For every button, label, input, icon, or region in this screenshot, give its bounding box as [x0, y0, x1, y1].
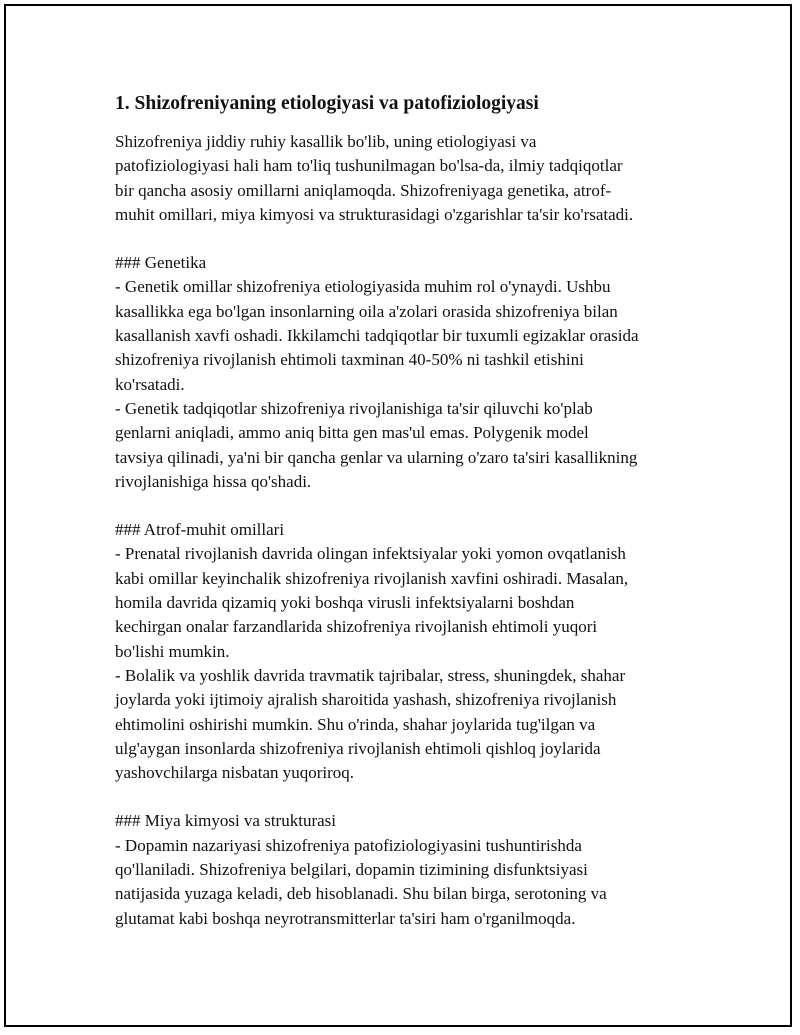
section-genetika — [115, 251, 695, 494]
section-miya-kimyosi — [115, 809, 695, 930]
paragraph-gap — [115, 785, 695, 809]
bullet-miya-kimyosi-1: - Dopamin nazariyasi shizofreniya patofiziologiyasini tushuntirishda qo'llaniladi. Shizofreniya belgilari, dopamin tizimining disfunktsiyasi natijasida yuzaga keladi, deb hisoblanadi. Shu bilan birga, serotoning va glutamat kabi boshqa neyrotransmitterlar ta'siri ham o'rganilmoqda. — [115, 835, 607, 928]
subsection-title-genetika: ### Genetika — [115, 253, 207, 273]
subsection-title-miya-kimyosi: ### Miya kimyosi va strukturasi — [115, 811, 336, 831]
bullet-genetika-2: - Genetik tadqiqotlar shizofreniya rivojlanishiga ta'sir qiluvchi ko'plab genlarni aniqladi, ammo aniq bitta gen mas'ul emas. Polygenik model tavsiya qilinadi, ya'ni bir qancha genlar va ularning o'zaro ta'siri kasallikning rivojlanishiga hissa qo'shadi. — [115, 398, 638, 491]
bullet-atrof-muhit-2: - Bolalik va yoshlik davrida travmatik tajribalar, stress, shuningdek, shahar joylarda yoki ijtimoiy ajralish sharoitida yashash, shizofreniya rivojlanish ehtimolini oshirishi mumkin. Shu o'rinda, shahar joylarida tug'ilgan va ulg'aygan insonlarda shizofreniya rivojlanish ehtimoli qishloq joylarida yashovchilarga nisbatan yuqoriroq. — [115, 665, 626, 783]
paragraph-gap — [115, 494, 695, 518]
bullet-atrof-muhit-1: - Prenatal rivojlanish davrida olingan infektsiyalar yoki yomon ovqatlanish kabi omillar keyinchalik shizofreniya rivojlanish xavfini oshiradi. Masalan, homila davrida qizamiq yoki boshqa virusli infektsiyalarni boshdan kechirgan onalar farzandlarida shizofreniya rivojlanish ehtimoli yuqori bo'lishi mumkin. — [115, 544, 629, 661]
subsection-title-atrof-muhit: ### Atrof-muhit omillari — [115, 520, 285, 540]
intro-paragraph: Shizofreniya jiddiy ruhiy kasallik bo'lib, uning etiologiyasi va patofiziologiyasi hali ham to'liq tushunilmagan bo'lsa-da, ilmiy tadqiqotlar bir qancha asosiy omillarni aniqlamoqda. Shizofreniyaga genetika, atrof- muhit omillari, miya kimyosi va strukturasidagi o'zgarishlar ta'sir ko'rsatadi. — [115, 132, 634, 224]
section-atrof-muhit — [115, 518, 695, 785]
section-heading: 1. Shizofreniyaning etiologiyasi va patofiziologiyasi — [115, 93, 539, 114]
paragraph-gap — [115, 227, 695, 251]
document-body — [115, 90, 695, 931]
bullet-genetika-1: - Genetik omillar shizofreniya etiologiyasida muhim rol o'ynaydi. Ushbu kasallikka ega bo'lgan insonlarning oila a'zolari orasida shizofreniya bilan kasallanish xavfi oshadi. Ikkilamchi tadqiqotlar bir tuxumli egizaklar orasida shizofreniya rivojlanish ehtimoli taxminan 40-50% ni tashkil etishini ko'rsatadi. — [115, 277, 639, 394]
